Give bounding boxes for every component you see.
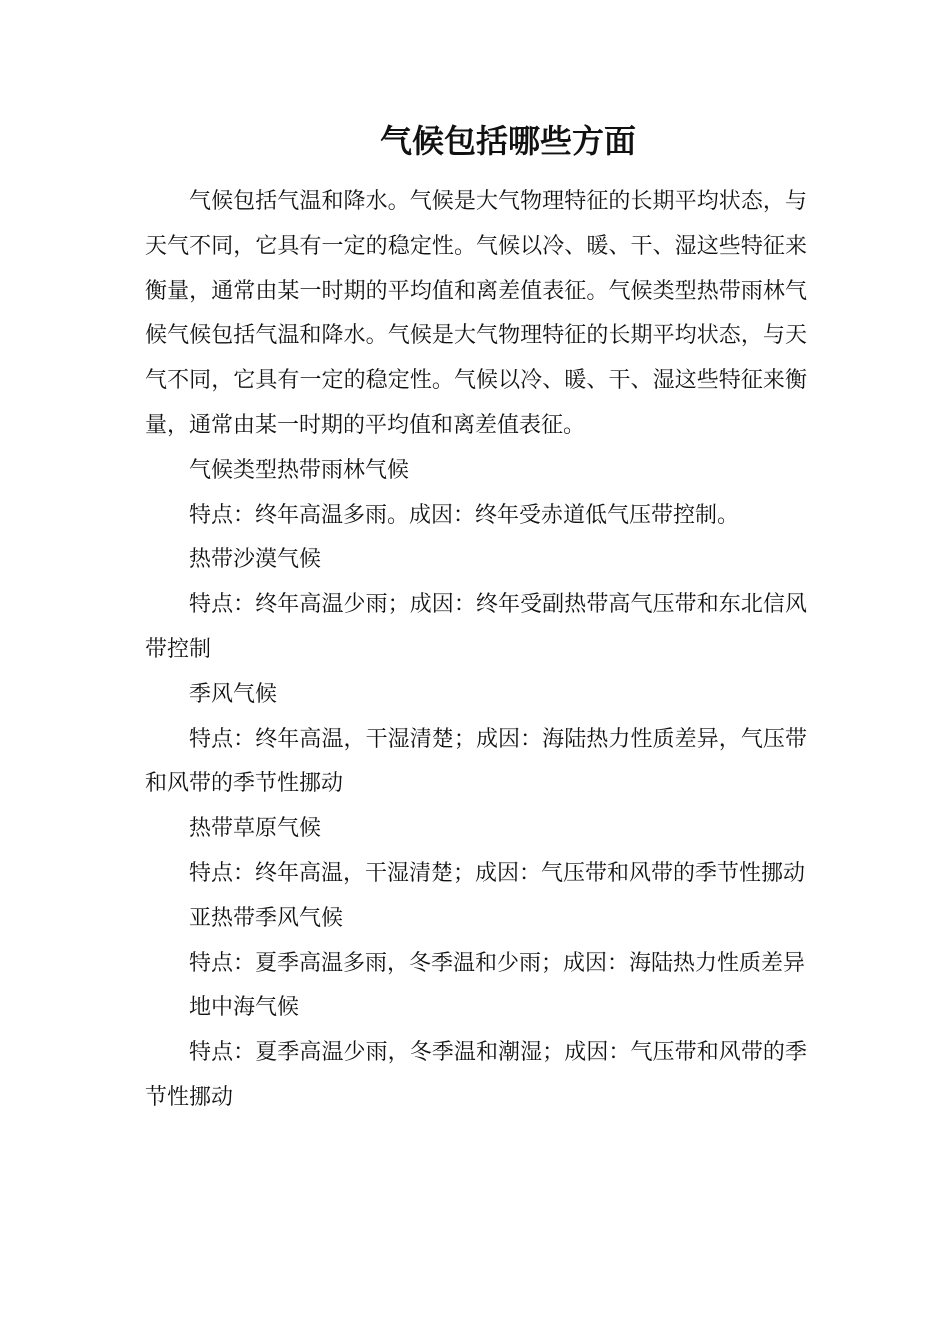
section-heading-mediterranean: 地中海气候: [189, 995, 300, 1021]
section-heading-monsoon: 季风气候: [189, 681, 278, 707]
section-text-rainforest: 特点：终年高温多雨。成因：终年受赤道低气压带控制。: [189, 502, 740, 528]
section-text-monsoon: 特点：终年高温，干湿清楚；成因：海陆热力性质差异，气压带和风带的季节性挪动: [145, 726, 807, 797]
section-heading-desert: 热带沙漠气候: [189, 547, 322, 573]
section-text-mediterranean: 特点：夏季高温少雨，冬季温和潮湿；成因：气压带和风带的季节性挪动: [145, 1040, 807, 1110]
section-heading-subtropical-monsoon: 亚热带季风气候: [189, 905, 344, 931]
section-heading-rainforest: 气候类型热带雨林气候: [189, 457, 410, 483]
section-text-desert: 特点：终年高温少雨；成因：终年受副热带高气压带和东北信风带控制: [145, 592, 807, 662]
document-body: [145, 180, 807, 1121]
section-text-savanna: 特点：终年高温，干湿清楚；成因：气压带和风带的季节性挪动: [189, 860, 806, 886]
intro-paragraph: 气候包括气温和降水。气候是大气物理特征的长期平均状态，与天气不同，它具有一定的稳定性。气候以冷、暖、干、湿这些特征来衡量，通常由某一时期的平均值和离差值表征。气候类型热带雨林气候气候包括气温和降水。气候是大气物理特征的长期平均状态，与天气不同，它具有一定的稳定性。气候以冷、暖、干、湿这些特征来衡量，通常由某一时期的平均值和离差值表征。: [145, 189, 807, 438]
section-text-subtropical-monsoon: 特点：夏季高温多雨，冬季温和少雨；成因：海陆热力性质差异: [189, 950, 806, 976]
document-title: 气候包括哪些方面: [379, 122, 636, 160]
section-heading-savanna: 热带草原气候: [189, 816, 322, 842]
